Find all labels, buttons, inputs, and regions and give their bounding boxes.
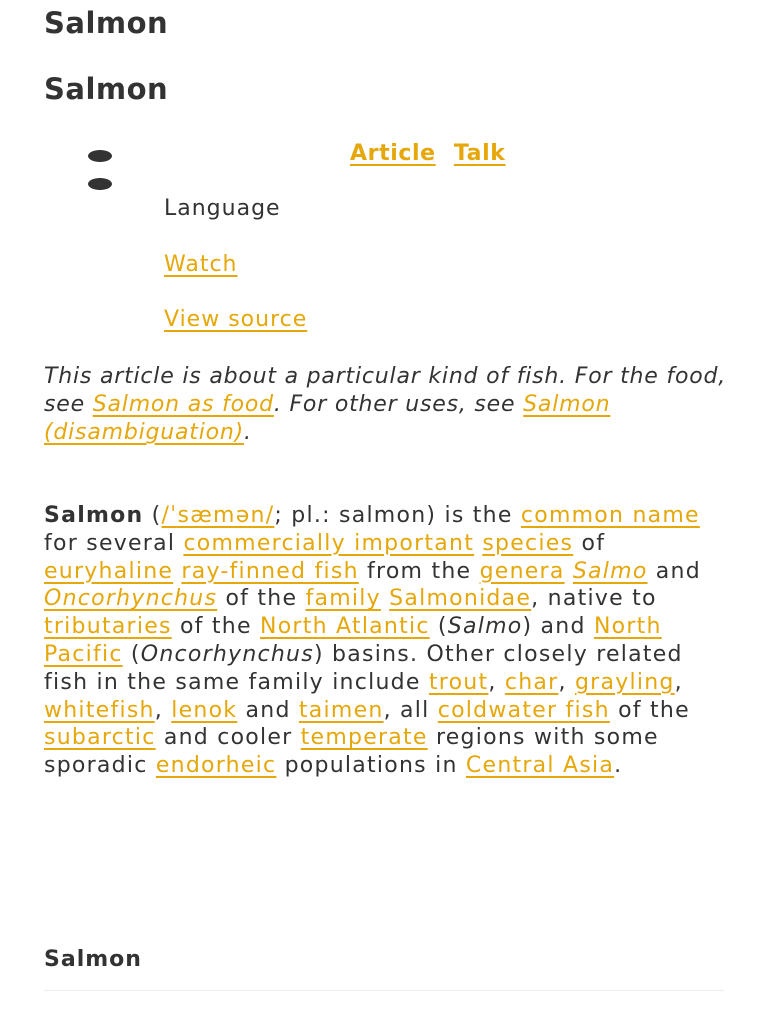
lead-text: of the: [217, 586, 306, 612]
tab-talk[interactable]: Talk: [453, 141, 506, 166]
endorheic-link[interactable]: endorheic: [155, 753, 277, 779]
lead-paragraph: [44, 502, 734, 780]
lead-text: ) basins. Other closely related fish in the same family include: [44, 641, 683, 695]
north-pacific-link[interactable]: North Pacific: [44, 614, 662, 667]
language-menu[interactable]: Language: [164, 196, 281, 221]
lead-text: (: [122, 641, 141, 667]
tributaries-link[interactable]: tributaries: [44, 614, 172, 640]
lead-text: , all: [383, 697, 438, 723]
hatnote: [44, 363, 734, 447]
lead-text: and: [237, 697, 299, 723]
subarctic-link[interactable]: subarctic: [44, 725, 156, 751]
hatnote-text: .: [244, 420, 252, 445]
lead-text: ,: [558, 669, 575, 695]
common-name-link[interactable]: common name: [520, 503, 700, 528]
lead-text: ,: [674, 669, 683, 695]
list-bullets: [88, 146, 112, 194]
salmon-as-food-link[interactable]: Salmon as food: [92, 392, 274, 417]
whitefish-link[interactable]: whitefish: [44, 697, 155, 723]
trout-link[interactable]: trout: [428, 669, 489, 695]
tab-article[interactable]: Article: [350, 141, 436, 166]
bullet-icon: [88, 178, 112, 190]
lead-text: of the: [609, 697, 690, 723]
lead-text: (: [143, 503, 162, 528]
lead-text: ; pl.: salmon) is the: [274, 503, 521, 528]
lead-text: (: [429, 614, 448, 640]
site-title: Salmon: [44, 6, 169, 40]
family-link[interactable]: family: [305, 586, 381, 612]
lead-text: of the: [171, 614, 260, 640]
lead-text: and: [647, 558, 701, 584]
genera-link[interactable]: genera: [479, 558, 565, 584]
lead-text: populations in: [276, 753, 466, 779]
taimen-link[interactable]: taimen: [298, 697, 384, 723]
hatnote-text: This article is about a particular kind of fish. For the food, see: [44, 364, 727, 417]
species-link[interactable]: species: [482, 530, 574, 556]
lenok-link[interactable]: lenok: [171, 697, 238, 723]
watch-link[interactable]: Watch: [164, 252, 238, 277]
oncorhynchus-italic: Oncorhynchus: [140, 641, 314, 667]
grayling-link[interactable]: grayling: [574, 669, 675, 695]
lead-text: , native to: [531, 586, 657, 612]
lead-text: from the: [358, 558, 480, 584]
commercially-important-link[interactable]: commercially important: [183, 530, 475, 556]
ray-finned-fish-link[interactable]: ray-finned fish: [181, 558, 359, 584]
salmon-disambiguation-link[interactable]: Salmon (disambiguation): [44, 392, 611, 445]
oncorhynchus-link[interactable]: Oncorhynchus: [44, 586, 218, 612]
hatnote-text: . For other uses, see: [273, 392, 524, 417]
lead-text: [565, 559, 573, 584]
north-atlantic-link[interactable]: North Atlantic: [260, 614, 430, 640]
salmo-link[interactable]: Salmo: [572, 558, 648, 584]
ipa-link[interactable]: /ˈsæmən/: [161, 503, 275, 528]
lead-text: for several: [44, 530, 184, 556]
lead-subject: Salmon: [44, 503, 144, 528]
bullet-icon: [88, 150, 112, 162]
temperate-link[interactable]: temperate: [300, 725, 428, 751]
lead-text: [381, 586, 389, 611]
salmo-italic: Salmo: [447, 614, 523, 640]
central-asia-link[interactable]: Central Asia: [465, 753, 615, 779]
lead-text: regions with some sporadic: [44, 725, 659, 779]
coldwater-fish-link[interactable]: coldwater fish: [437, 697, 610, 723]
page-title: Salmon: [44, 72, 169, 106]
infobox-title: Salmon: [44, 947, 142, 972]
char-link[interactable]: char: [504, 669, 559, 695]
lead-text: .: [614, 753, 623, 779]
page-tabs: [350, 141, 516, 166]
salmonidae-link[interactable]: Salmonidae: [389, 586, 532, 612]
lead-text: ) and: [522, 614, 594, 640]
euryhaline-link[interactable]: euryhaline: [44, 558, 174, 584]
lead-text: ,: [154, 697, 172, 723]
lead-text: of: [573, 530, 606, 556]
lead-text: and cooler: [155, 725, 301, 751]
divider: [44, 990, 724, 991]
view-source-link[interactable]: View source: [164, 307, 308, 332]
lead-text: ,: [488, 669, 505, 695]
